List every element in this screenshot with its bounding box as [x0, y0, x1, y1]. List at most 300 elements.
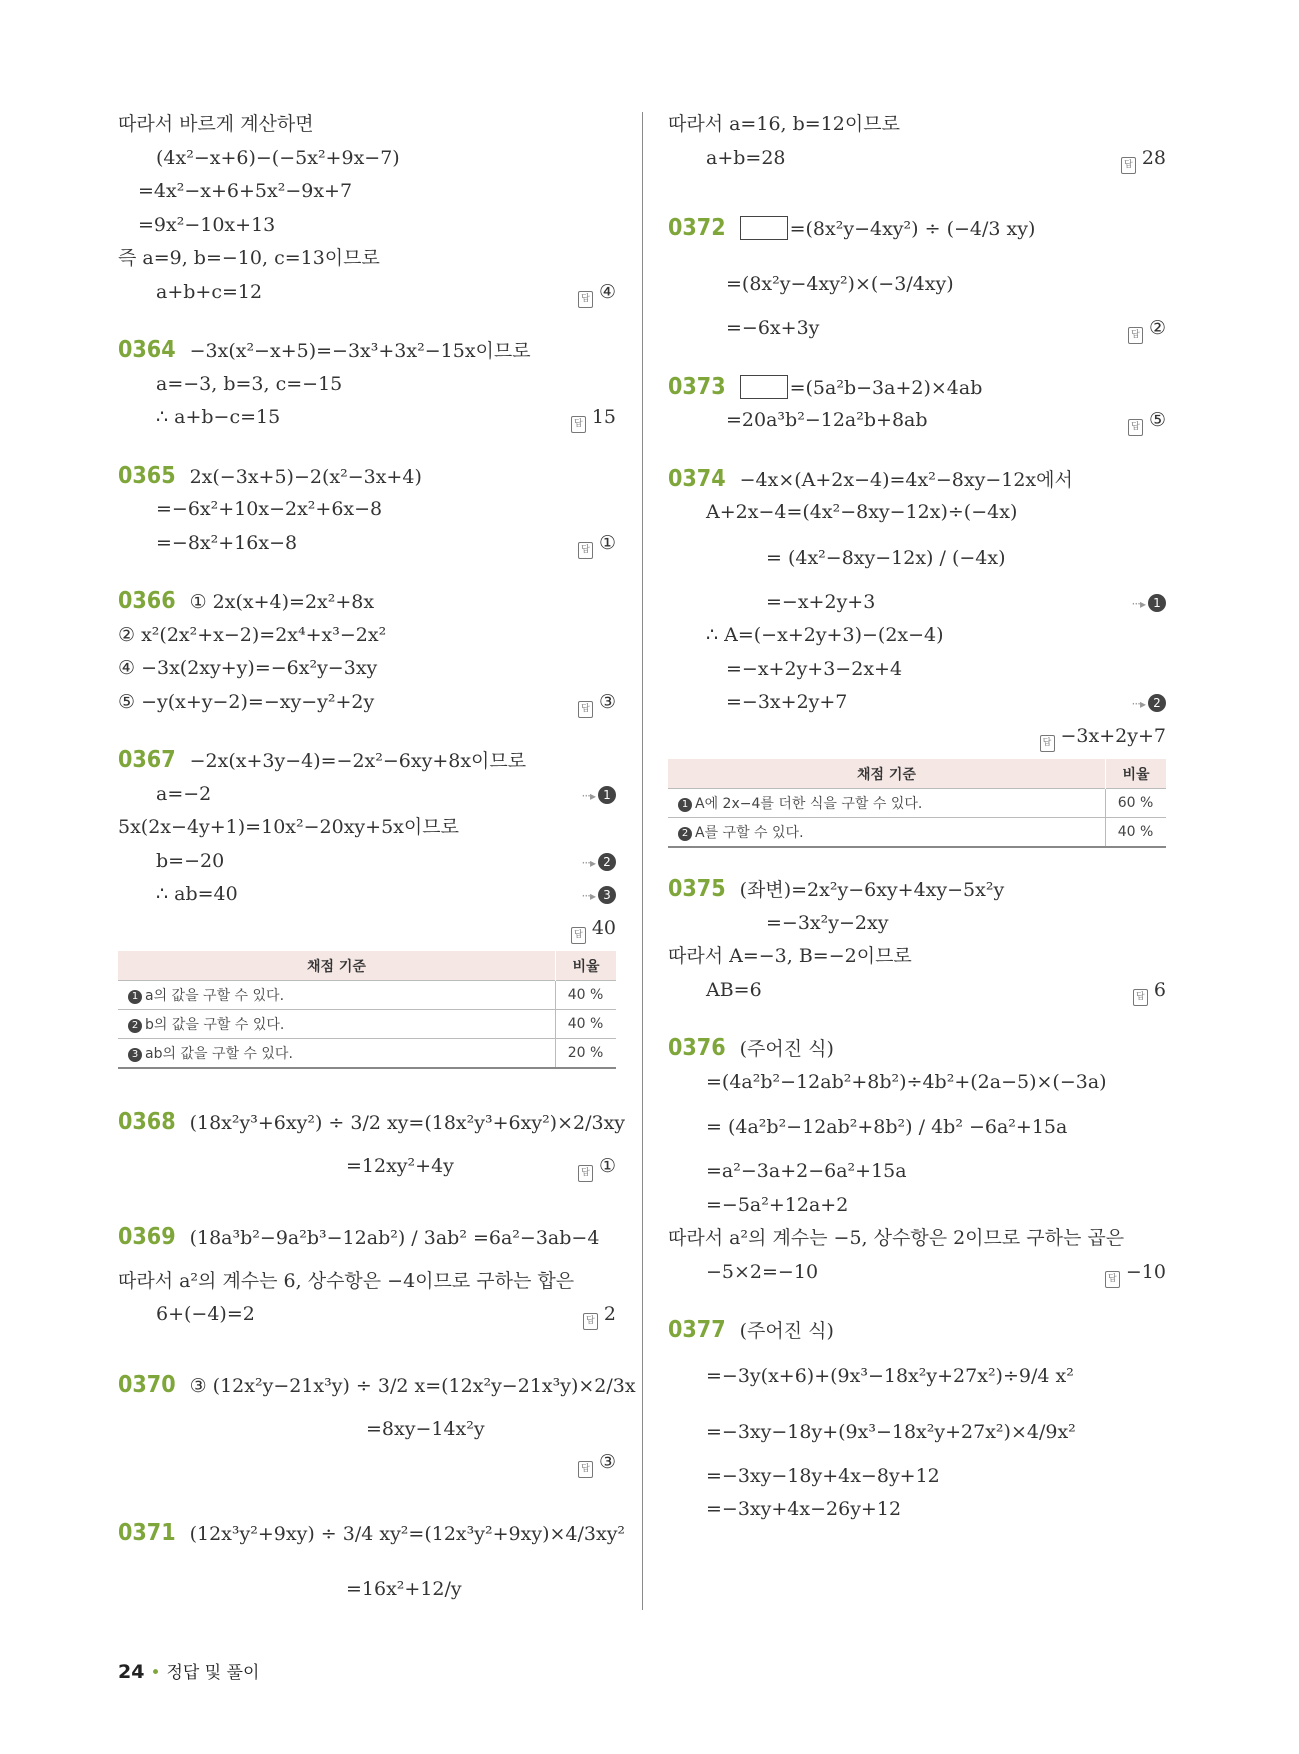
answer-icon: 답	[571, 416, 586, 433]
line-content	[668, 1314, 834, 1349]
solution-line	[668, 1189, 1166, 1223]
math-text: =9x²−10x+13	[138, 213, 276, 236]
left-column	[118, 108, 636, 1617]
math-text: ② x²(2x²+x−2)=2x⁴+x³−2x²	[118, 623, 387, 646]
line-content	[766, 530, 1006, 586]
math-text: −2x(x+3y−4)=−2x²−6xy+8x이므로	[189, 750, 527, 772]
answer-value: ⑤	[1148, 409, 1166, 431]
problem-line	[118, 1357, 636, 1413]
math-text: (18x²y³+6xy²) ÷ 3/2 xy=(18x²y³+6xy²)×2/3xy	[189, 1112, 626, 1134]
solution-line	[118, 108, 616, 142]
problem-line	[668, 200, 1166, 256]
ratio-cell: 60 %	[1106, 789, 1167, 818]
step-marker-icon: 2	[678, 827, 692, 841]
line-content	[706, 1189, 848, 1223]
scoring-table	[118, 951, 616, 1069]
math-text: =a²−3a+2−6a²+15a	[706, 1160, 907, 1182]
math-text: =−8x²+16x−8	[156, 531, 298, 554]
step-marker	[582, 878, 616, 914]
criteria-cell	[118, 981, 556, 1010]
answer-value: 28	[1141, 146, 1166, 169]
problem-line	[118, 460, 616, 494]
line-content	[118, 1357, 636, 1414]
math-text: =8xy−14x²y	[366, 1417, 485, 1440]
table-row	[118, 1039, 616, 1069]
math-text: −3x(x²−x+5)=−3x³+3x²−15x이므로	[189, 340, 531, 362]
solution-line	[668, 1493, 1166, 1527]
math-text: =(8x²y−4xy²)×(−3/4xy)	[726, 273, 954, 295]
line-content	[138, 209, 275, 243]
line-content	[668, 1222, 1124, 1256]
solution-line	[118, 142, 616, 176]
line-content	[706, 142, 786, 176]
right-column	[668, 108, 1166, 1527]
solution-line	[118, 242, 616, 276]
criteria-cell	[118, 1039, 556, 1069]
math-text: 따라서 a²의 계수는 −5, 상수항은 2이므로 구하는 곱은	[668, 1227, 1125, 1249]
solution-line	[118, 493, 616, 527]
solution-line	[118, 778, 616, 812]
line-content	[138, 175, 352, 209]
line-content	[118, 1209, 599, 1266]
section-gap	[118, 560, 616, 585]
math-text: =20a³b²−12a²b+8ab	[726, 409, 928, 431]
answer	[578, 1150, 616, 1184]
section-gap	[118, 309, 616, 334]
line-content	[118, 242, 380, 276]
math-text: (4x²−x+6)−(−5x²+9x−7)	[156, 146, 400, 169]
section-gap	[118, 719, 616, 744]
line-content	[668, 371, 982, 406]
step-marker-icon: 2	[128, 1019, 142, 1033]
solution-line	[668, 907, 1166, 941]
solution-line	[668, 974, 1166, 1008]
math-text: 5x(2x−4y+1)=10x²−20xy+5x이므로	[118, 816, 459, 838]
line-content	[706, 1099, 1067, 1155]
line-content	[118, 652, 377, 686]
arrow-dots-icon: ···▸	[1131, 697, 1145, 711]
problem-line	[118, 1209, 616, 1265]
line-content	[706, 974, 762, 1008]
solution-line	[668, 1348, 1166, 1404]
problem-number: 0374	[668, 465, 726, 492]
answer-value: ③	[598, 690, 616, 713]
step-number-icon: 3	[598, 886, 616, 904]
arrow-dots-icon: ···▸	[581, 855, 595, 870]
solution-line	[118, 401, 616, 435]
line-content	[668, 873, 1004, 908]
problem-number: 0372	[668, 215, 726, 241]
step-marker-icon: 3	[128, 1048, 142, 1062]
page-footer	[118, 1658, 259, 1683]
footer-dot: •	[150, 1663, 161, 1683]
math-text: (주어진 식)	[739, 1320, 834, 1342]
section-gap	[668, 175, 1166, 200]
section-gap	[118, 1184, 616, 1209]
solution-line	[668, 1099, 1166, 1155]
answer-icon: 답	[1128, 327, 1143, 344]
line-content	[156, 1298, 255, 1332]
math-text: =−3xy−18y+(9x³−18x²y+27x²)×4/9x²	[706, 1420, 1076, 1443]
solution-line	[668, 1460, 1166, 1494]
solution-line	[668, 1155, 1166, 1189]
math-text: =−5a²+12a+2	[706, 1193, 849, 1216]
line-content	[156, 493, 382, 527]
section-gap	[118, 1480, 616, 1505]
line-content	[668, 108, 900, 142]
solution-line	[118, 1561, 616, 1617]
step-marker-icon: 1	[678, 798, 692, 812]
solution-line	[668, 496, 1166, 530]
step-marker	[1132, 586, 1166, 622]
math-text: 2x(−3x+5)−2(x²−3x+4)	[189, 465, 422, 488]
step-number-icon: 1	[598, 786, 616, 804]
answer-icon: 답	[578, 1165, 593, 1182]
problem-number: 0370	[118, 1371, 176, 1398]
step-number-icon: 2	[1148, 694, 1166, 712]
table-row	[668, 789, 1166, 818]
ratio-cell: 40 %	[1106, 818, 1167, 848]
line-content	[156, 527, 297, 561]
answer-icon: 답	[578, 1461, 593, 1478]
answer	[1128, 312, 1166, 346]
criteria-cell	[668, 789, 1106, 818]
problem-line	[118, 1094, 626, 1150]
section-gap	[668, 1007, 1166, 1032]
scoring-table-wrap	[118, 951, 616, 1069]
line-content	[668, 1032, 834, 1067]
solution-line	[118, 845, 616, 879]
math-text: =−6x²+10x−2x²+6x−8	[156, 498, 383, 520]
problem-number: 0376	[668, 1035, 726, 1061]
ratio-cell: 20 %	[556, 1039, 617, 1069]
criteria-cell	[118, 1010, 556, 1039]
line-content	[726, 653, 902, 687]
solution-line	[668, 312, 1166, 346]
step-marker	[582, 845, 616, 881]
problem-number: 0365	[118, 462, 176, 489]
solution-line	[668, 404, 1166, 438]
math-text: (18a³b²−9a²b³−12ab²) / 3ab² =6a²−3ab−4	[189, 1226, 600, 1249]
line-content	[118, 334, 531, 369]
line-content	[726, 686, 847, 720]
answer-value: −10	[1125, 1260, 1166, 1283]
ratio-cell: 40 %	[556, 1010, 617, 1039]
solution-line	[118, 652, 616, 686]
problem-line	[668, 371, 1166, 405]
answer-value: ③	[598, 1451, 616, 1473]
math-text: 따라서 바르게 계산하면	[118, 113, 314, 135]
line-content	[346, 1561, 462, 1617]
math-text: 따라서 A=−3, B=−2이므로	[668, 945, 912, 967]
line-content	[118, 811, 459, 845]
answer-icon: 답	[1128, 419, 1143, 436]
math-text: =4x²−x+6+5x²−9x+7	[138, 180, 353, 202]
solution-line	[668, 653, 1166, 687]
line-content	[766, 586, 875, 620]
answer	[1040, 720, 1166, 754]
line-content	[118, 1265, 574, 1299]
blank-box	[740, 375, 788, 399]
solution-line	[668, 940, 1166, 974]
problem-line	[118, 585, 616, 619]
criteria-text: ab의 값을 구할 수 있다.	[145, 1046, 293, 1062]
line-content	[156, 401, 280, 435]
math-text: a=−2	[156, 782, 212, 805]
math-text: = (4a²b²−12ab²+8b²) / 4b² −6a²+15a	[706, 1116, 1068, 1138]
ratio-header: 비율	[1106, 759, 1167, 789]
solution-line	[118, 686, 616, 720]
answer-icon: 답	[1133, 989, 1148, 1006]
solution-line	[118, 1413, 616, 1447]
answer-value: ①	[598, 1155, 616, 1177]
math-text: (12x³y²+9xy) ÷ 3/4 xy²=(12x³y²+9xy)×4/3xy²	[189, 1522, 626, 1545]
answer-value: ④	[598, 280, 616, 303]
answer-value: 40	[591, 916, 616, 939]
section-gap	[668, 346, 1166, 371]
ratio-cell: 40 %	[556, 981, 617, 1010]
problem-line	[118, 1505, 626, 1561]
problem-line	[668, 1314, 1166, 1348]
answer-value: ①	[598, 531, 616, 554]
scoring-table	[668, 759, 1166, 848]
criteria-text: b의 값을 구할 수 있다.	[145, 1017, 285, 1033]
answer	[1121, 142, 1166, 176]
answer-icon: 답	[583, 1313, 598, 1330]
math-text: −4x×(A+2x−4)=4x²−8xy−12x에서	[739, 468, 1073, 491]
criteria-text: A를 구할 수 있다.	[695, 825, 804, 841]
line-content	[706, 1066, 1107, 1100]
answer	[571, 401, 616, 435]
answer-icon: 답	[1040, 735, 1055, 752]
line-content	[668, 940, 912, 974]
line-content	[706, 496, 1017, 530]
math-text: = (4x²−8xy−12x) / (−4x)	[766, 546, 1006, 569]
solution-line	[118, 1265, 616, 1299]
section-title: 정답 및 풀이	[166, 1663, 260, 1683]
scoring-table-wrap	[668, 759, 1166, 848]
table-row	[118, 981, 616, 1010]
line-content	[156, 878, 238, 912]
line-content	[706, 1460, 940, 1494]
line-content	[366, 1413, 485, 1447]
solution-line	[118, 175, 616, 209]
math-text: 따라서 a²의 계수는 6, 상수항은 −4이므로 구하는 합은	[118, 1269, 575, 1292]
math-text: ∴ a+b−c=15	[156, 406, 281, 428]
answer-value: 2	[603, 1303, 616, 1325]
math-text: a+b+c=12	[156, 280, 263, 303]
criteria-text: a의 값을 구할 수 있다.	[145, 988, 285, 1004]
problem-number: 0366	[118, 588, 176, 614]
solution-line	[668, 1404, 1166, 1460]
math-text: ∴ ab=40	[156, 883, 238, 905]
answer-value: 6	[1153, 978, 1166, 1001]
math-text: AB=6	[706, 978, 762, 1001]
line-content	[118, 108, 314, 142]
line-content	[118, 1505, 625, 1562]
math-text: =−3y(x+6)+(9x³−18x²y+27x²)÷9/4 x²	[706, 1364, 1074, 1387]
solution-line	[118, 527, 616, 561]
answer-value: −3x+2y+7	[1060, 724, 1166, 747]
solution-line	[118, 276, 616, 310]
problem-number: 0369	[118, 1223, 176, 1250]
math-text: =−3x+2y+7	[726, 691, 848, 713]
answer-icon: 답	[578, 542, 593, 559]
problem-number: 0373	[668, 373, 726, 400]
line-content	[706, 1348, 1074, 1404]
answer	[578, 1446, 616, 1480]
answer	[578, 527, 616, 561]
section-gap	[118, 435, 616, 460]
blank-box	[740, 216, 788, 240]
math-text: ③ (12x²y−21x³y) ÷ 3/2 x=(12x²y−21x³y)×2/3x	[189, 1374, 636, 1397]
math-text: A+2x−4=(4x²−8xy−12x)÷(−4x)	[706, 501, 1018, 523]
problem-number: 0368	[118, 1109, 176, 1135]
line-content	[706, 1493, 901, 1527]
ratio-header: 비율	[556, 951, 617, 981]
math-text: =(4a²b²−12ab²+8b²)÷4b²+(2a−5)×(−3a)	[706, 1070, 1107, 1093]
math-text: =−3xy−18y+4x−8y+12	[706, 1464, 940, 1487]
answer-icon: 답	[1105, 1271, 1120, 1288]
math-text: =−6x+3y	[726, 317, 820, 339]
line-content	[118, 1094, 625, 1151]
arrow-dots-icon: ···▸	[581, 889, 595, 903]
solution-line	[668, 619, 1166, 653]
answer-icon: 답	[578, 291, 593, 308]
section-gap	[118, 1332, 616, 1357]
math-text: ⑤ −y(x+y−2)=−xy−y²+2y	[118, 690, 375, 713]
line-content	[118, 585, 374, 620]
line-content	[156, 276, 262, 310]
solution-line	[118, 209, 616, 243]
solution-line	[668, 142, 1166, 176]
problem-number: 0371	[118, 1519, 176, 1546]
line-content	[726, 404, 928, 438]
answer	[578, 276, 616, 310]
line-content	[726, 312, 819, 346]
line-content	[766, 907, 888, 941]
line-content	[668, 200, 1035, 257]
math-text: 즉 a=9, b=−10, c=13이므로	[118, 247, 380, 269]
table-header-row	[118, 951, 616, 981]
solution-line	[118, 1446, 616, 1480]
line-content	[118, 460, 422, 495]
table-row	[668, 818, 1166, 848]
answer	[1128, 404, 1166, 438]
solution-line	[118, 811, 616, 845]
line-content	[156, 142, 400, 176]
table-header-row	[668, 759, 1166, 789]
math-text: ④ −3x(2xy+y)=−6x²y−3xy	[118, 657, 378, 679]
problem-number: 0364	[118, 337, 176, 363]
solution-line	[118, 1150, 616, 1184]
line-content	[118, 686, 374, 720]
answer-icon: 답	[1121, 157, 1136, 174]
line-content	[118, 619, 386, 653]
math-text: 따라서 a=16, b=12이므로	[668, 113, 900, 135]
page-number: 24	[118, 1661, 145, 1683]
arrow-dots-icon: ···▸	[581, 788, 595, 803]
solution-line	[118, 878, 616, 912]
math-text: a+b=28	[706, 146, 786, 169]
answer-icon: 답	[578, 701, 593, 718]
step-number-icon: 1	[1148, 594, 1166, 612]
line-content	[706, 1404, 1076, 1460]
problem-number: 0377	[668, 1317, 726, 1343]
solution-line	[118, 619, 616, 653]
line-content	[156, 845, 224, 879]
math-text: =(8x²y−4xy²) ÷ (−4/3 xy)	[789, 218, 1036, 240]
math-text: =−3x²y−2xy	[766, 911, 889, 934]
solution-line	[118, 368, 616, 402]
solution-line	[118, 912, 616, 946]
solution-line	[668, 530, 1166, 586]
answer	[1105, 1256, 1166, 1290]
line-content	[156, 368, 342, 402]
section-gap	[118, 1069, 616, 1094]
arrow-dots-icon: ···▸	[1131, 596, 1145, 611]
math-text: (좌변)=2x²y−6xy+4xy−5x²y	[739, 879, 1005, 901]
math-text: =(5a²b−3a+2)×4ab	[789, 376, 983, 399]
problem-number: 0375	[668, 876, 726, 902]
solution-line	[668, 108, 1166, 142]
line-content	[118, 744, 526, 779]
math-text: =16x²+12/y	[346, 1577, 462, 1600]
math-text: =12xy²+4y	[346, 1155, 454, 1177]
math-text: 6+(−4)=2	[156, 1303, 255, 1325]
problem-number: 0367	[118, 747, 176, 773]
problem-line	[668, 463, 1166, 497]
line-content	[726, 256, 954, 312]
column-divider	[642, 112, 643, 1610]
line-content	[706, 1155, 907, 1189]
solution-line	[118, 1298, 616, 1332]
math-text: ① 2x(x+4)=2x²+8x	[189, 591, 375, 613]
line-content	[668, 463, 1073, 498]
table-row	[118, 1010, 616, 1039]
problem-line	[118, 334, 616, 368]
step-marker	[1132, 686, 1166, 722]
line-content	[346, 1150, 454, 1184]
solution-line	[668, 720, 1166, 754]
section-gap	[668, 438, 1166, 463]
solution-line	[668, 1222, 1166, 1256]
answer-value: 15	[591, 406, 616, 428]
math-text: −5×2=−10	[706, 1260, 819, 1283]
math-text: ∴ A=(−x+2y+3)−(2x−4)	[706, 624, 944, 646]
line-content	[706, 1256, 818, 1290]
answer	[578, 686, 616, 720]
answer	[571, 912, 616, 946]
answer-value: ②	[1148, 317, 1166, 339]
problem-line	[668, 1032, 1166, 1066]
solution-line	[668, 586, 1166, 620]
step-number-icon: 2	[598, 853, 616, 871]
math-text: b=−20	[156, 849, 225, 872]
section-gap	[668, 848, 1166, 873]
step-marker-icon: 1	[128, 990, 142, 1004]
section-gap	[668, 1289, 1166, 1314]
answer-icon: 답	[571, 927, 586, 944]
answer	[1133, 974, 1166, 1008]
line-content	[156, 778, 211, 812]
math-text: (주어진 식)	[739, 1038, 834, 1060]
math-text: =−3xy+4x−26y+12	[706, 1498, 902, 1520]
solution-line	[668, 1256, 1166, 1290]
criteria-cell	[668, 818, 1106, 848]
math-text: =−x+2y+3−2x+4	[726, 657, 903, 680]
solution-line	[668, 686, 1166, 720]
